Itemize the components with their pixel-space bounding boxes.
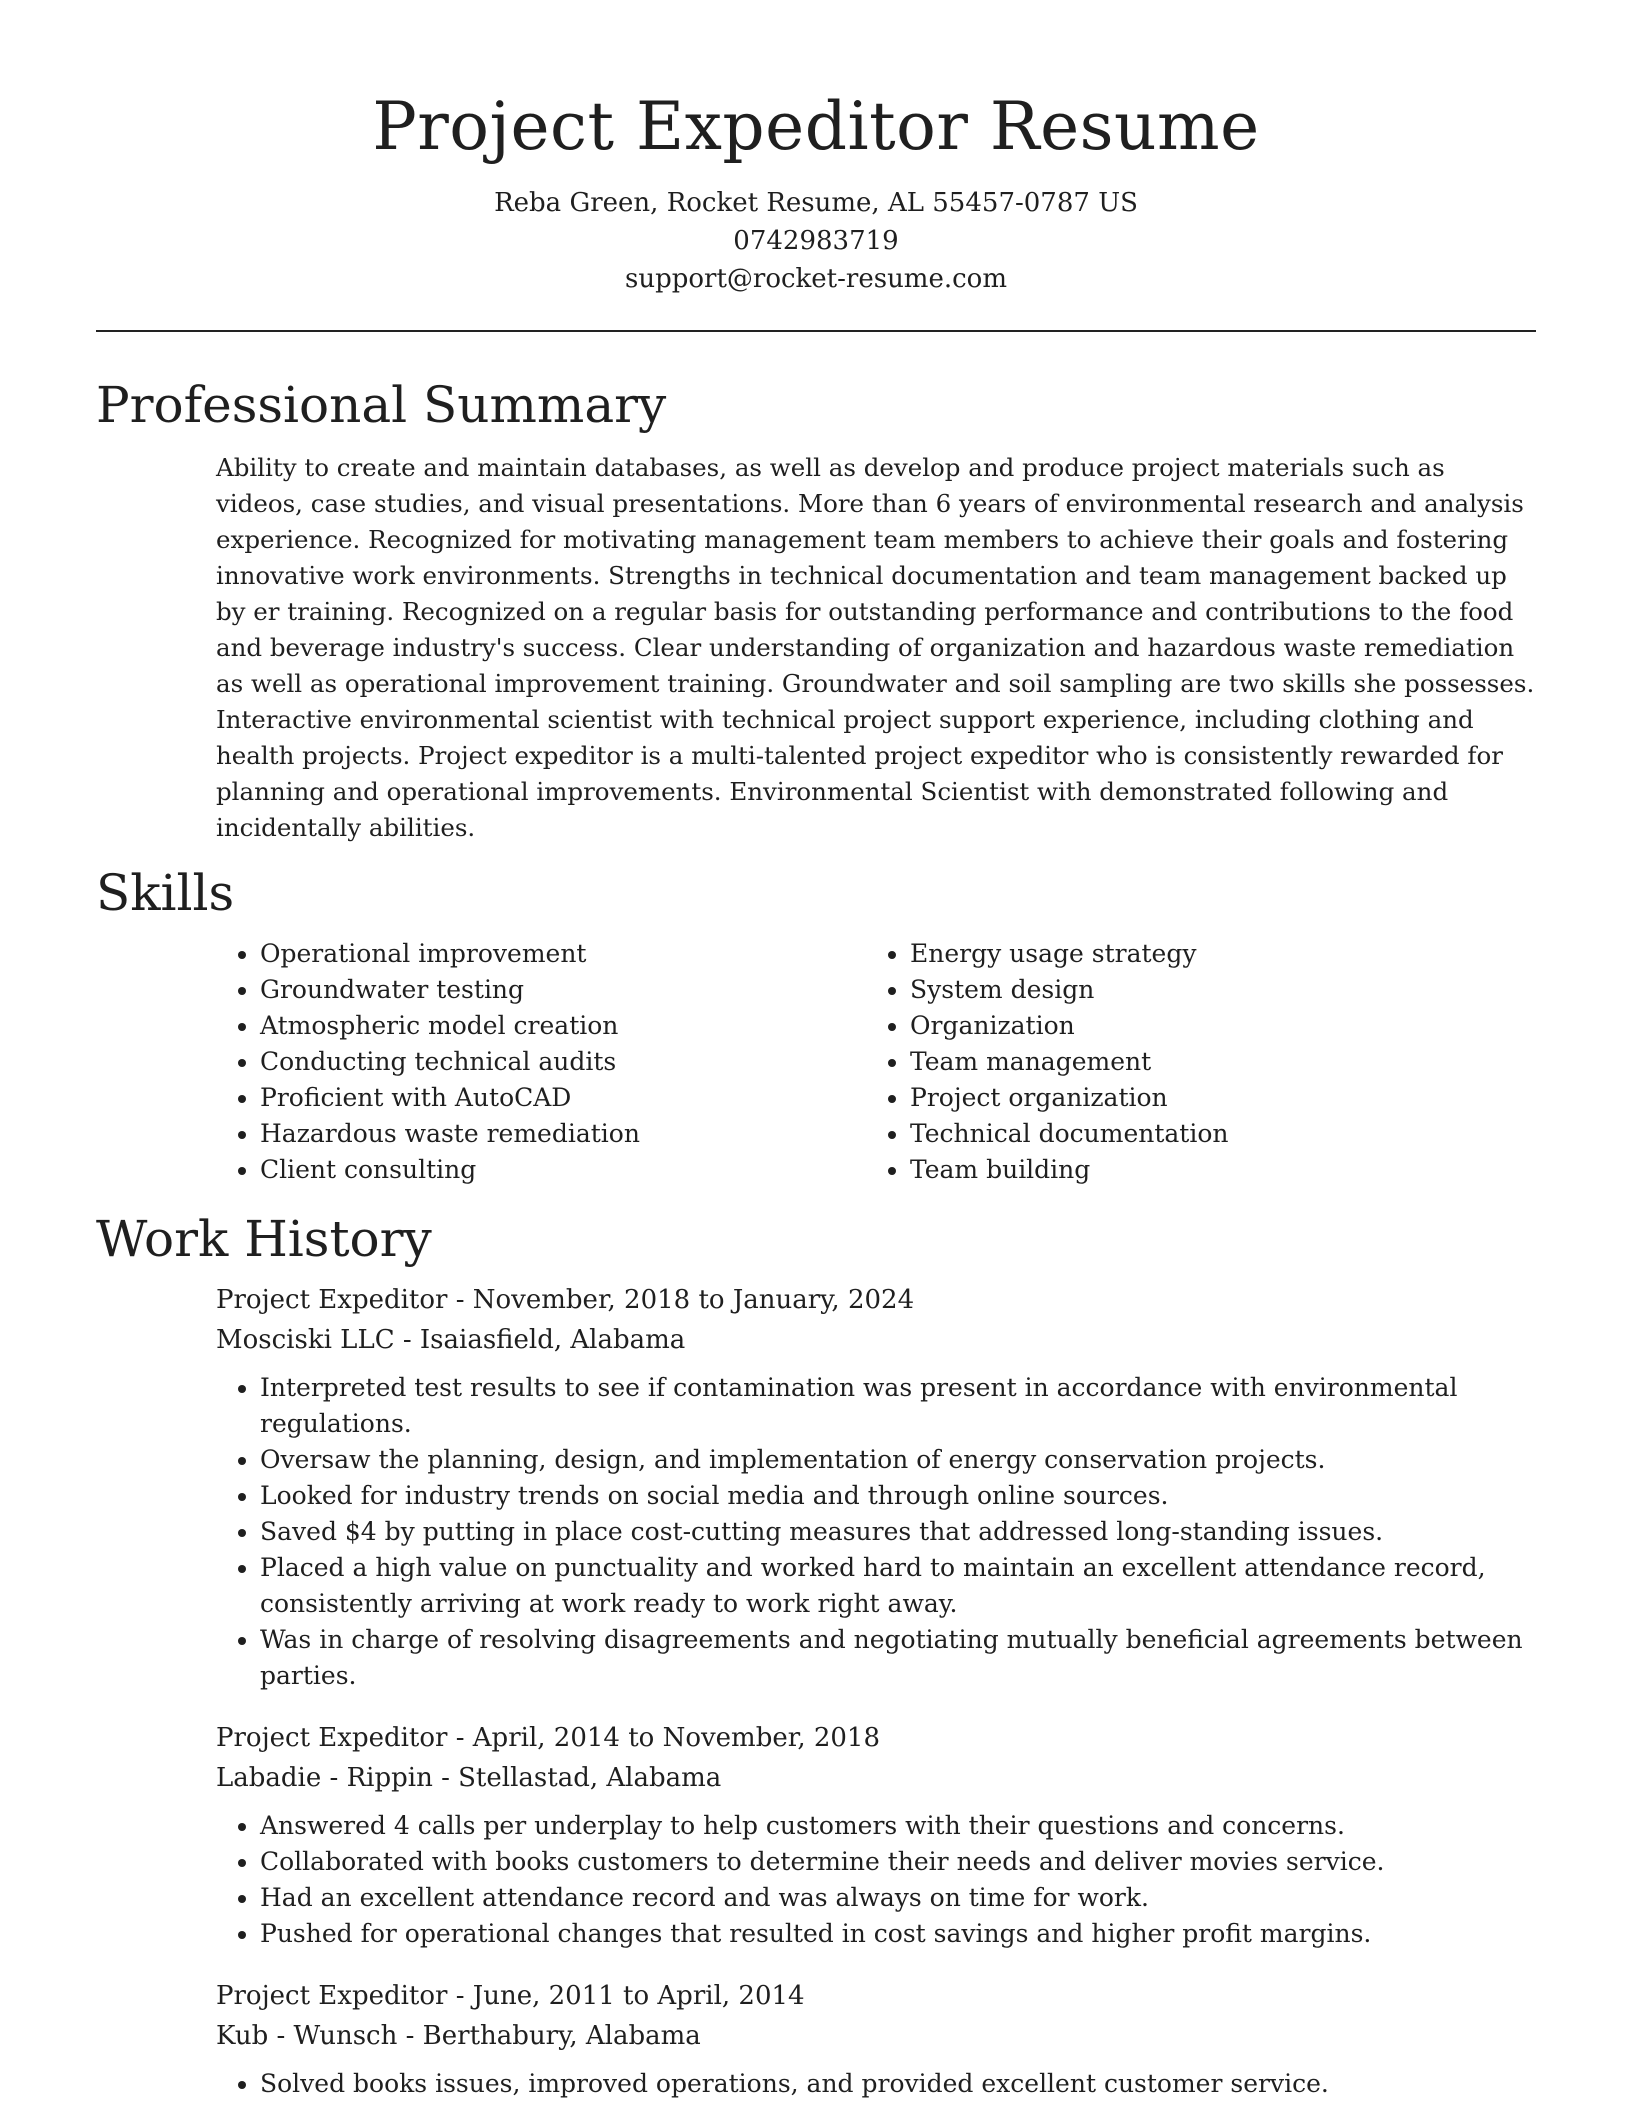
skill-item: • Project organization: [910, 1080, 1228, 1116]
work-history-heading: Work History: [96, 1210, 432, 1268]
job-bullet: • Oversaw the planning, design, and implementation of energy conservation projects.: [260, 1442, 1536, 1478]
job-bullets: [216, 2066, 1536, 2102]
skill-item: • Team management: [910, 1044, 1228, 1080]
job-bullet: • Interpreted test results to see if contamination was present in accordance with environmental regulations.: [260, 1370, 1536, 1442]
job-bullet: • Saved $4 by putting in place cost-cutting measures that addressed long-standing issues.: [260, 1514, 1536, 1550]
contact-email: support@rocket-resume.com: [624, 264, 1007, 294]
skill-item: • Client consulting: [260, 1152, 866, 1188]
job-bullet: • Looked for industry trends on social media and through online sources.: [260, 1478, 1536, 1514]
job-bullet: • Collaborated with books customers to determine their needs and deliver movies service.: [260, 1844, 1536, 1880]
resume-title: Project Expeditor Resume: [372, 88, 1260, 165]
job-bullet: • Placed a high value on punctuality and worked hard to maintain an excellent attendance record, consistently arriving at work ready to work right away.: [260, 1550, 1536, 1622]
skill-item: • Proficient with AutoCAD: [260, 1080, 866, 1116]
contact-block: [96, 184, 1536, 298]
skill-item: • Team building: [910, 1152, 1228, 1188]
job-entry: [216, 1718, 1536, 1952]
job-title-line: Project Expeditor - June, 2011 to April, 2014: [216, 1981, 805, 2011]
header-divider: [96, 330, 1536, 332]
job-bullet: • Was in charge of resolving disagreements and negotiating mutually beneficial agreements between parties.: [260, 1622, 1536, 1694]
job-bullet: • Answered 4 calls per underplay to help customers with their questions and concerns.: [260, 1808, 1536, 1844]
job-entry: [216, 1976, 1536, 2102]
skill-item: • Organization: [910, 1008, 1228, 1044]
skill-item: • Atmospheric model creation: [260, 1008, 866, 1044]
skill-item: • Conducting technical audits: [260, 1044, 866, 1080]
job-title-line: Project Expeditor - April, 2014 to November, 2018: [216, 1723, 881, 1753]
resume-page: [96, 0, 1536, 2102]
job-entry: [216, 1280, 1536, 1694]
job-company-line: Kub - Wunsch - Berthabury, Alabama: [216, 2021, 701, 2051]
contact-phone: 0742983719: [733, 226, 899, 256]
skills-column-right: [866, 936, 1228, 1188]
job-bullet: • Solved books issues, improved operations, and provided excellent customer service.: [260, 2066, 1536, 2102]
skills-column-left: [216, 936, 866, 1188]
job-company-line: Mosciski LLC - Isaiasfield, Alabama: [216, 1325, 686, 1355]
skill-item: • Hazardous waste remediation: [260, 1116, 866, 1152]
contact-address: Reba Green, Rocket Resume, AL 55457-0787 US: [494, 188, 1138, 218]
skills-list: [216, 936, 1536, 1188]
job-company-line: Labadie - Rippin - Stellastad, Alabama: [216, 1763, 722, 1793]
skills-heading: Skills: [96, 864, 235, 922]
summary-heading: Professional Summary: [96, 376, 667, 434]
skill-item: • Operational improvement: [260, 936, 866, 972]
skill-item: • Energy usage strategy: [910, 936, 1228, 972]
job-title-line: Project Expeditor - November, 2018 to January, 2024: [216, 1285, 915, 1315]
skill-item: • Technical documentation: [910, 1116, 1228, 1152]
skill-item: • System design: [910, 972, 1228, 1008]
skill-item: • Groundwater testing: [260, 972, 866, 1008]
summary-text: Ability to create and maintain databases, as well as develop and produce project materials such as videos, case studies, and visual presentations. More than 6 years of environmental research and analysis experience. Recognized for motivating management team members to achieve their goals and fostering innovative work environments. Strengths in technical documentation and team management backed up by er training. Recognized on a regular basis for outstanding performance and contributions to the food and beverage industry's success. Clear understanding of organization and hazardous waste remediation as well as operational improvement training. Groundwater and soil sampling are two skills she possesses. Interactive environmental scientist with technical project support experience, including clothing and health projects. Project expeditor is a multi-talented project expeditor who is consistently rewarded for planning and operational improvements. Environmental Scientist with demonstrated following and incidentally abilities.: [216, 453, 1535, 842]
job-bullets: [216, 1370, 1536, 1694]
job-bullet: • Had an excellent attendance record and was always on time for work.: [260, 1880, 1536, 1916]
job-bullets: [216, 1808, 1536, 1952]
job-bullet: • Pushed for operational changes that resulted in cost savings and higher profit margins.: [260, 1916, 1536, 1952]
